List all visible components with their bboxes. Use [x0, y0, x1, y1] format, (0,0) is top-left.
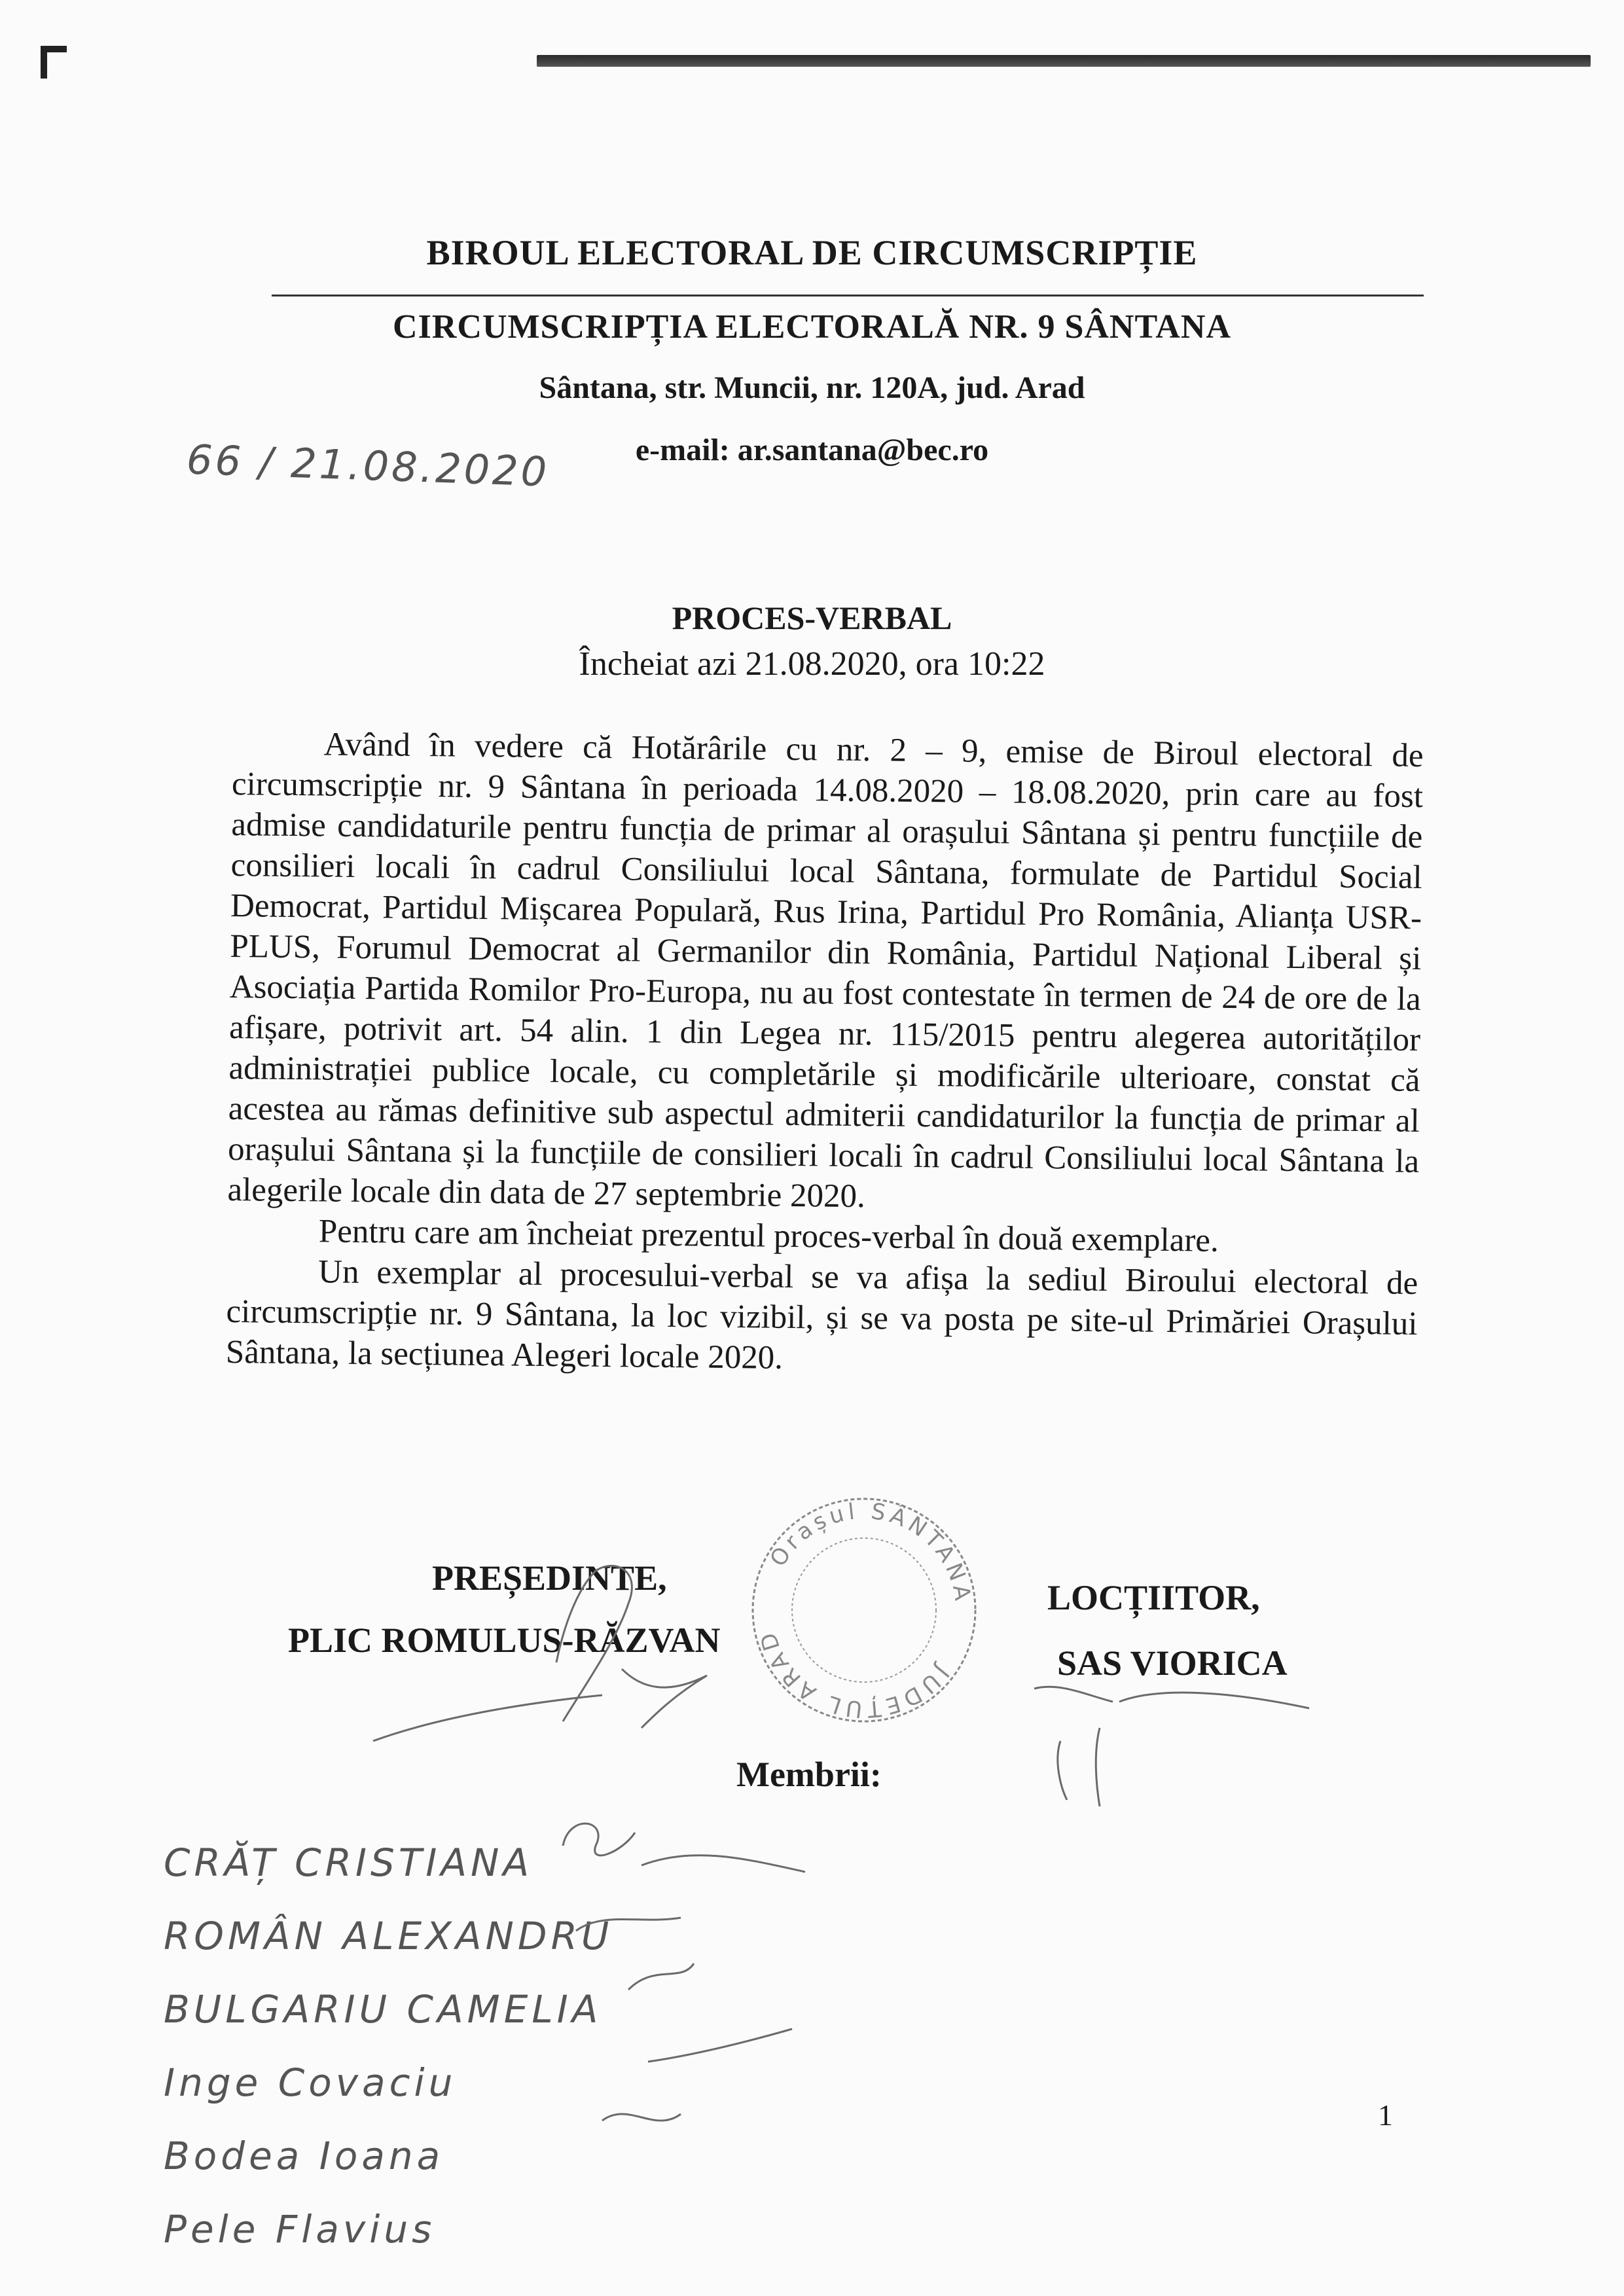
- official-stamp: [746, 1492, 982, 1728]
- header-address: Sântana, str. Muncii, nr. 120A, jud. Arad: [539, 370, 1085, 405]
- member-name: Inge Covaciu: [164, 2060, 457, 2105]
- president-name: PLIC ROMULUS-RĂZVAN: [288, 1621, 721, 1660]
- president-signature: [367, 1532, 733, 1767]
- document-title: PROCES-VERBAL: [672, 600, 952, 636]
- header-office: BIROUL ELECTORAL DE CIRCUMSCRIPȚIE: [426, 233, 1198, 272]
- stamp-top-text: Orașul SÂNTANA: [765, 1498, 977, 1606]
- member-name: Bodea Ioana: [164, 2134, 444, 2178]
- member-name: CRĂȚ CRISTIANA: [164, 1840, 533, 1885]
- header-rule: [272, 295, 1424, 296]
- header-constituency: CIRCUMSCRIPȚIA ELECTORALĂ NR. 9 SÂNTANA: [393, 308, 1231, 346]
- document-subtitle: Încheiat azi 21.08.2020, ora 10:22: [579, 645, 1045, 683]
- header-email: e-mail: ar.santana@bec.ro: [635, 433, 989, 467]
- paragraph: Având în vedere că Hotărârile cu nr. 2 – 9, emise de Biroul electoral de circumscripție nr. 9 Sântana în perioada 14.08.2020 – 18.08.2020, prin care au fost admise candidaturile pentru funcția de primar al orașului Sântana și pentru funcțiile de consilieri locali în cadrul Consiliului local Sântana, formulate de Partidul Social Democrat, Partidul Mișcarea Populară, Rus Irina, Partidul Pro România, Alianța USR-PLUS, Forumul Democrat al Germanilor din România, Partidul Național Liberal și Asociația Partida Romilor Pro-Europa, nu au fost contestate în termen de 24 de ore de la afișare, potrivit art. 54 alin. 1 din Legea nr. 115/2015 pentru alegerea autorităților administrației publice locale, cu completările și modificările ulterioare, constat că acestea au rămas definitive sub aspectul admiterii candidaturilor la funcția de primar al orașului Sântana și la funcțiile de consilieri locali în cadrul Consiliului local Sântana la alegerile locale din data de 27 septembrie 2020.: [227, 726, 1424, 1215]
- members-handwritten-list: [164, 1826, 613, 2266]
- paragraph: Un exemplar al procesului-verbal se va afișa la sediul Biroului electoral de circumscripție nr. 9 Sântana, la loc vizibil, și se va posta pe site-ul Primăriei Orașului Sântana, la secțiunea Alegeri locale 2020.: [225, 1253, 1418, 1376]
- svg-text:JUDEȚUL ARAD: [754, 1626, 955, 1723]
- svg-text:Orașul SÂNTANA: [765, 1498, 977, 1606]
- deputy-title: LOCȚIITOR,: [1047, 1578, 1260, 1617]
- member-name: ROMÂN ALEXANDRU: [164, 1914, 613, 1958]
- president-title: PREȘEDINTE,: [432, 1558, 667, 1598]
- paragraph: Pentru care am încheiat prezentul proces-verbal în două exemplare.: [318, 1213, 1219, 1259]
- member-name: Pele Flavius: [164, 2207, 436, 2251]
- member-name: BULGARIU CAMELIA: [164, 1987, 602, 2032]
- page-number: 1: [1378, 2098, 1393, 2132]
- deputy-name: SAS VIORICA: [1057, 1643, 1288, 1683]
- handwritten-registration-number: 66 / 21.08.2020: [185, 435, 550, 496]
- stamp-bottom-text: JUDEȚUL ARAD: [754, 1626, 954, 1723]
- members-label: Membrii:: [736, 1755, 882, 1794]
- scan-corner-mark: [41, 46, 67, 79]
- document-body: [226, 723, 1424, 1385]
- scan-edge-bar: [537, 55, 1591, 67]
- members-signatures: [550, 1806, 825, 2173]
- deputy-signature: [1021, 1676, 1335, 1806]
